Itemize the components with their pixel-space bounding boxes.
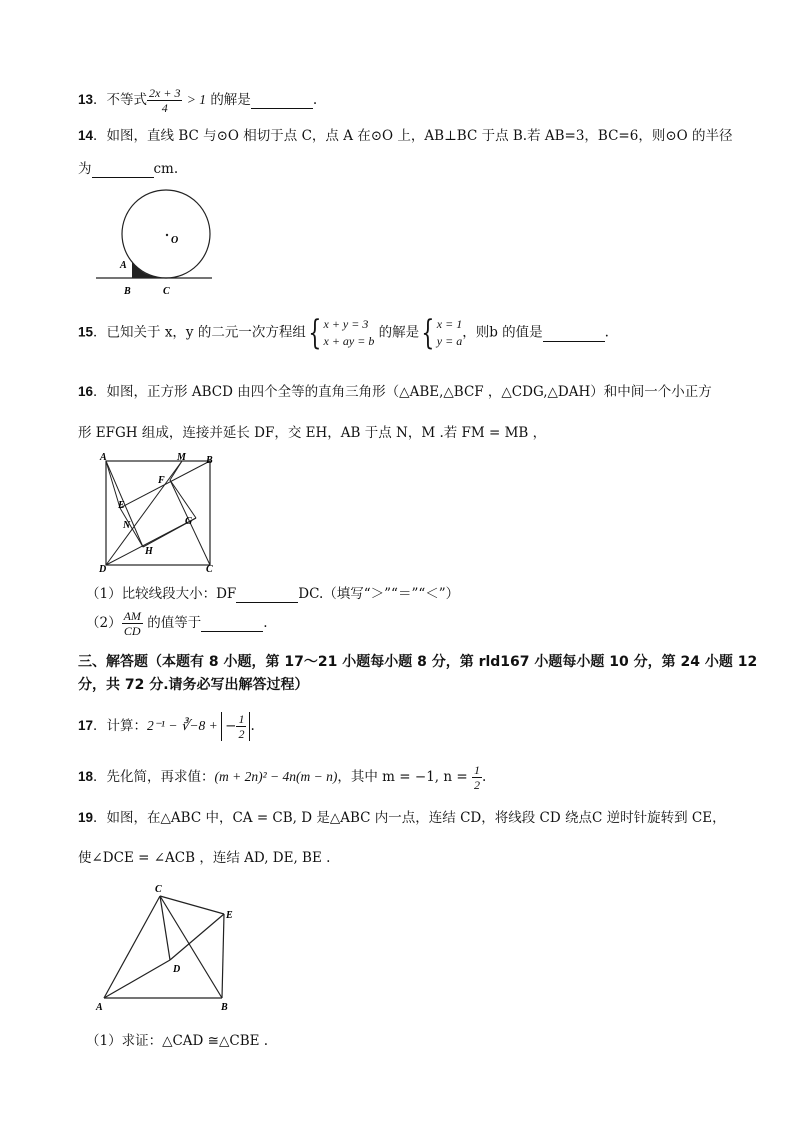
left-brace: { [421,313,435,353]
question-number: 17 [78,718,94,733]
answer-blank[interactable] [236,586,298,603]
question-text: 的值等于 [147,615,202,631]
period: . [312,92,318,108]
label-b: B [221,1002,228,1013]
fraction-numerator: 1 [238,712,245,726]
question-text: 形 EFGH 组成，连接并延长 DF，交 EH，AB 于点 N，M .若 FM = MB ， [78,425,547,441]
question-text: ．先化简，再求值： [93,769,215,785]
question-text: （1）求证：△CAD ≅△CBE . [86,1033,269,1049]
question-text: ．已知关于 x，y 的二元一次方程组 [93,324,306,341]
question-17 [78,712,255,741]
question-19 [78,806,726,826]
question-16-line2 [78,421,546,441]
label-e: E [118,500,125,511]
segment-ca [104,896,160,998]
equation: x = 1 [436,317,463,331]
fraction-numerator: 1 [473,763,480,777]
period: . [604,324,609,341]
question-16-part1 [86,582,459,603]
section-heading: 三、解答题（本题有 8 小题，第 17～21 小题每小题 8 分，第 rld167 小题每小题 10 分，第 24 小题 12 分，共 72 分.请务必写出解答过程） [78,654,758,693]
period: . [263,615,268,631]
label-g: G [185,516,193,527]
question-text: 使∠DCE = ∠ACB ，连结 AD, DE, BE . [78,850,331,866]
fraction-denominator: 2 [473,778,480,792]
question-19-part1 [86,1029,268,1049]
answer-blank[interactable] [201,615,263,632]
segment-de [170,914,224,960]
question-text: （1）比较线段大小：DF [86,586,237,602]
question-number: 16 [78,384,94,399]
equation: x + y = 3 [323,317,369,331]
fraction [147,86,182,115]
question-18 [78,763,486,792]
question-text: ．不等式 [93,92,148,108]
question-13 [78,86,317,115]
label-b: B [124,286,131,297]
question-text: 为 [78,161,92,177]
center-point [166,234,168,236]
label-n: N [123,520,131,531]
label-h: H [145,546,153,557]
label-e: E [226,910,233,921]
absolute-value [221,712,250,741]
question-number: 14 [78,128,94,143]
circle-o [122,190,210,278]
fraction-denominator: 4 [161,101,168,115]
segment-dm [106,461,182,565]
segment-cd [160,896,170,960]
segment-fg [170,480,196,518]
label-o: O [171,235,179,246]
question-number: 18 [78,769,94,784]
answer-blank[interactable] [543,325,605,342]
fraction [236,712,246,741]
period: . [481,769,487,785]
label-m: M [177,452,186,463]
solution-system [437,316,462,350]
question-text: ．计算： [93,718,148,734]
segment-mf [170,461,182,480]
minus-sign: − [225,718,237,734]
figure-triangle-abc [94,882,244,1014]
question-number: 19 [78,810,94,825]
question-16 [78,380,712,400]
label-c: C [155,884,162,895]
answer-blank[interactable] [251,92,313,109]
question-text: cm. [153,161,179,177]
label-d: D [99,564,107,574]
fraction-numerator: AM [123,609,141,623]
math-expression: 2⁻¹ − ∛−8 + [147,718,222,733]
question-text: ，则b 的值是 [462,324,543,341]
shaded-region [132,261,164,278]
question-14 [78,124,733,144]
question-text: 的解是 [378,324,420,341]
math-expression: (m + 2n)² − 4n(m − n) [214,769,338,784]
question-text: ．如图，在△ABC 中，CA = CB, D 是△ABC 内一点，连结 CD，将线段 CD 绕点C 逆时针旋转到 CE， [93,810,726,826]
equation: x + ay = b [323,334,375,348]
question-15 [78,313,609,353]
label-d: D [173,964,181,975]
question-16-part2 [86,609,268,638]
fraction [472,763,482,792]
label-a: A [100,452,107,463]
label-c: C [163,286,170,297]
equation: y = a [436,334,463,348]
inequality: > 1 [186,92,207,107]
question-number: 13 [78,92,94,107]
question-text: 的解是 [210,92,251,108]
question-text: DC.（填写“＞”“＝”“＜”） [298,586,460,602]
answer-blank[interactable] [92,161,154,178]
label-f: F [158,475,165,486]
question-text: ，其中 m = −1, n = [337,769,472,785]
fraction [122,609,143,638]
figure-square-abcd [96,452,222,574]
left-brace: { [308,313,322,353]
label-a: A [96,1002,103,1013]
period: . [250,718,255,734]
question-text: ．如图，直线 BC 与⊙O 相切于点 C，点 A 在⊙O 上，AB⊥BC 于点 B.若 AB=3，BC=6，则⊙O 的半径 [93,128,733,144]
question-14-line2 [78,157,178,178]
question-text: ．如图，正方形 ABCD 由四个全等的直角三角形（△ABE,△BCF ，△CDG,△DAH）和中间一个小正方 [93,384,712,400]
label-a: A [120,260,127,271]
label-c: C [206,564,213,574]
segment-be [222,914,224,998]
question-text: （2） [86,615,122,631]
fraction-denominator: 2 [238,727,245,741]
fraction-numerator: 2x + 3 [149,86,181,100]
question-19-line2 [78,846,330,866]
figure-circle-tangent [94,182,216,300]
label-b: B [206,455,213,466]
equation-system [324,316,375,350]
fraction-denominator: CD [123,624,141,638]
question-number: 15 [78,324,94,340]
